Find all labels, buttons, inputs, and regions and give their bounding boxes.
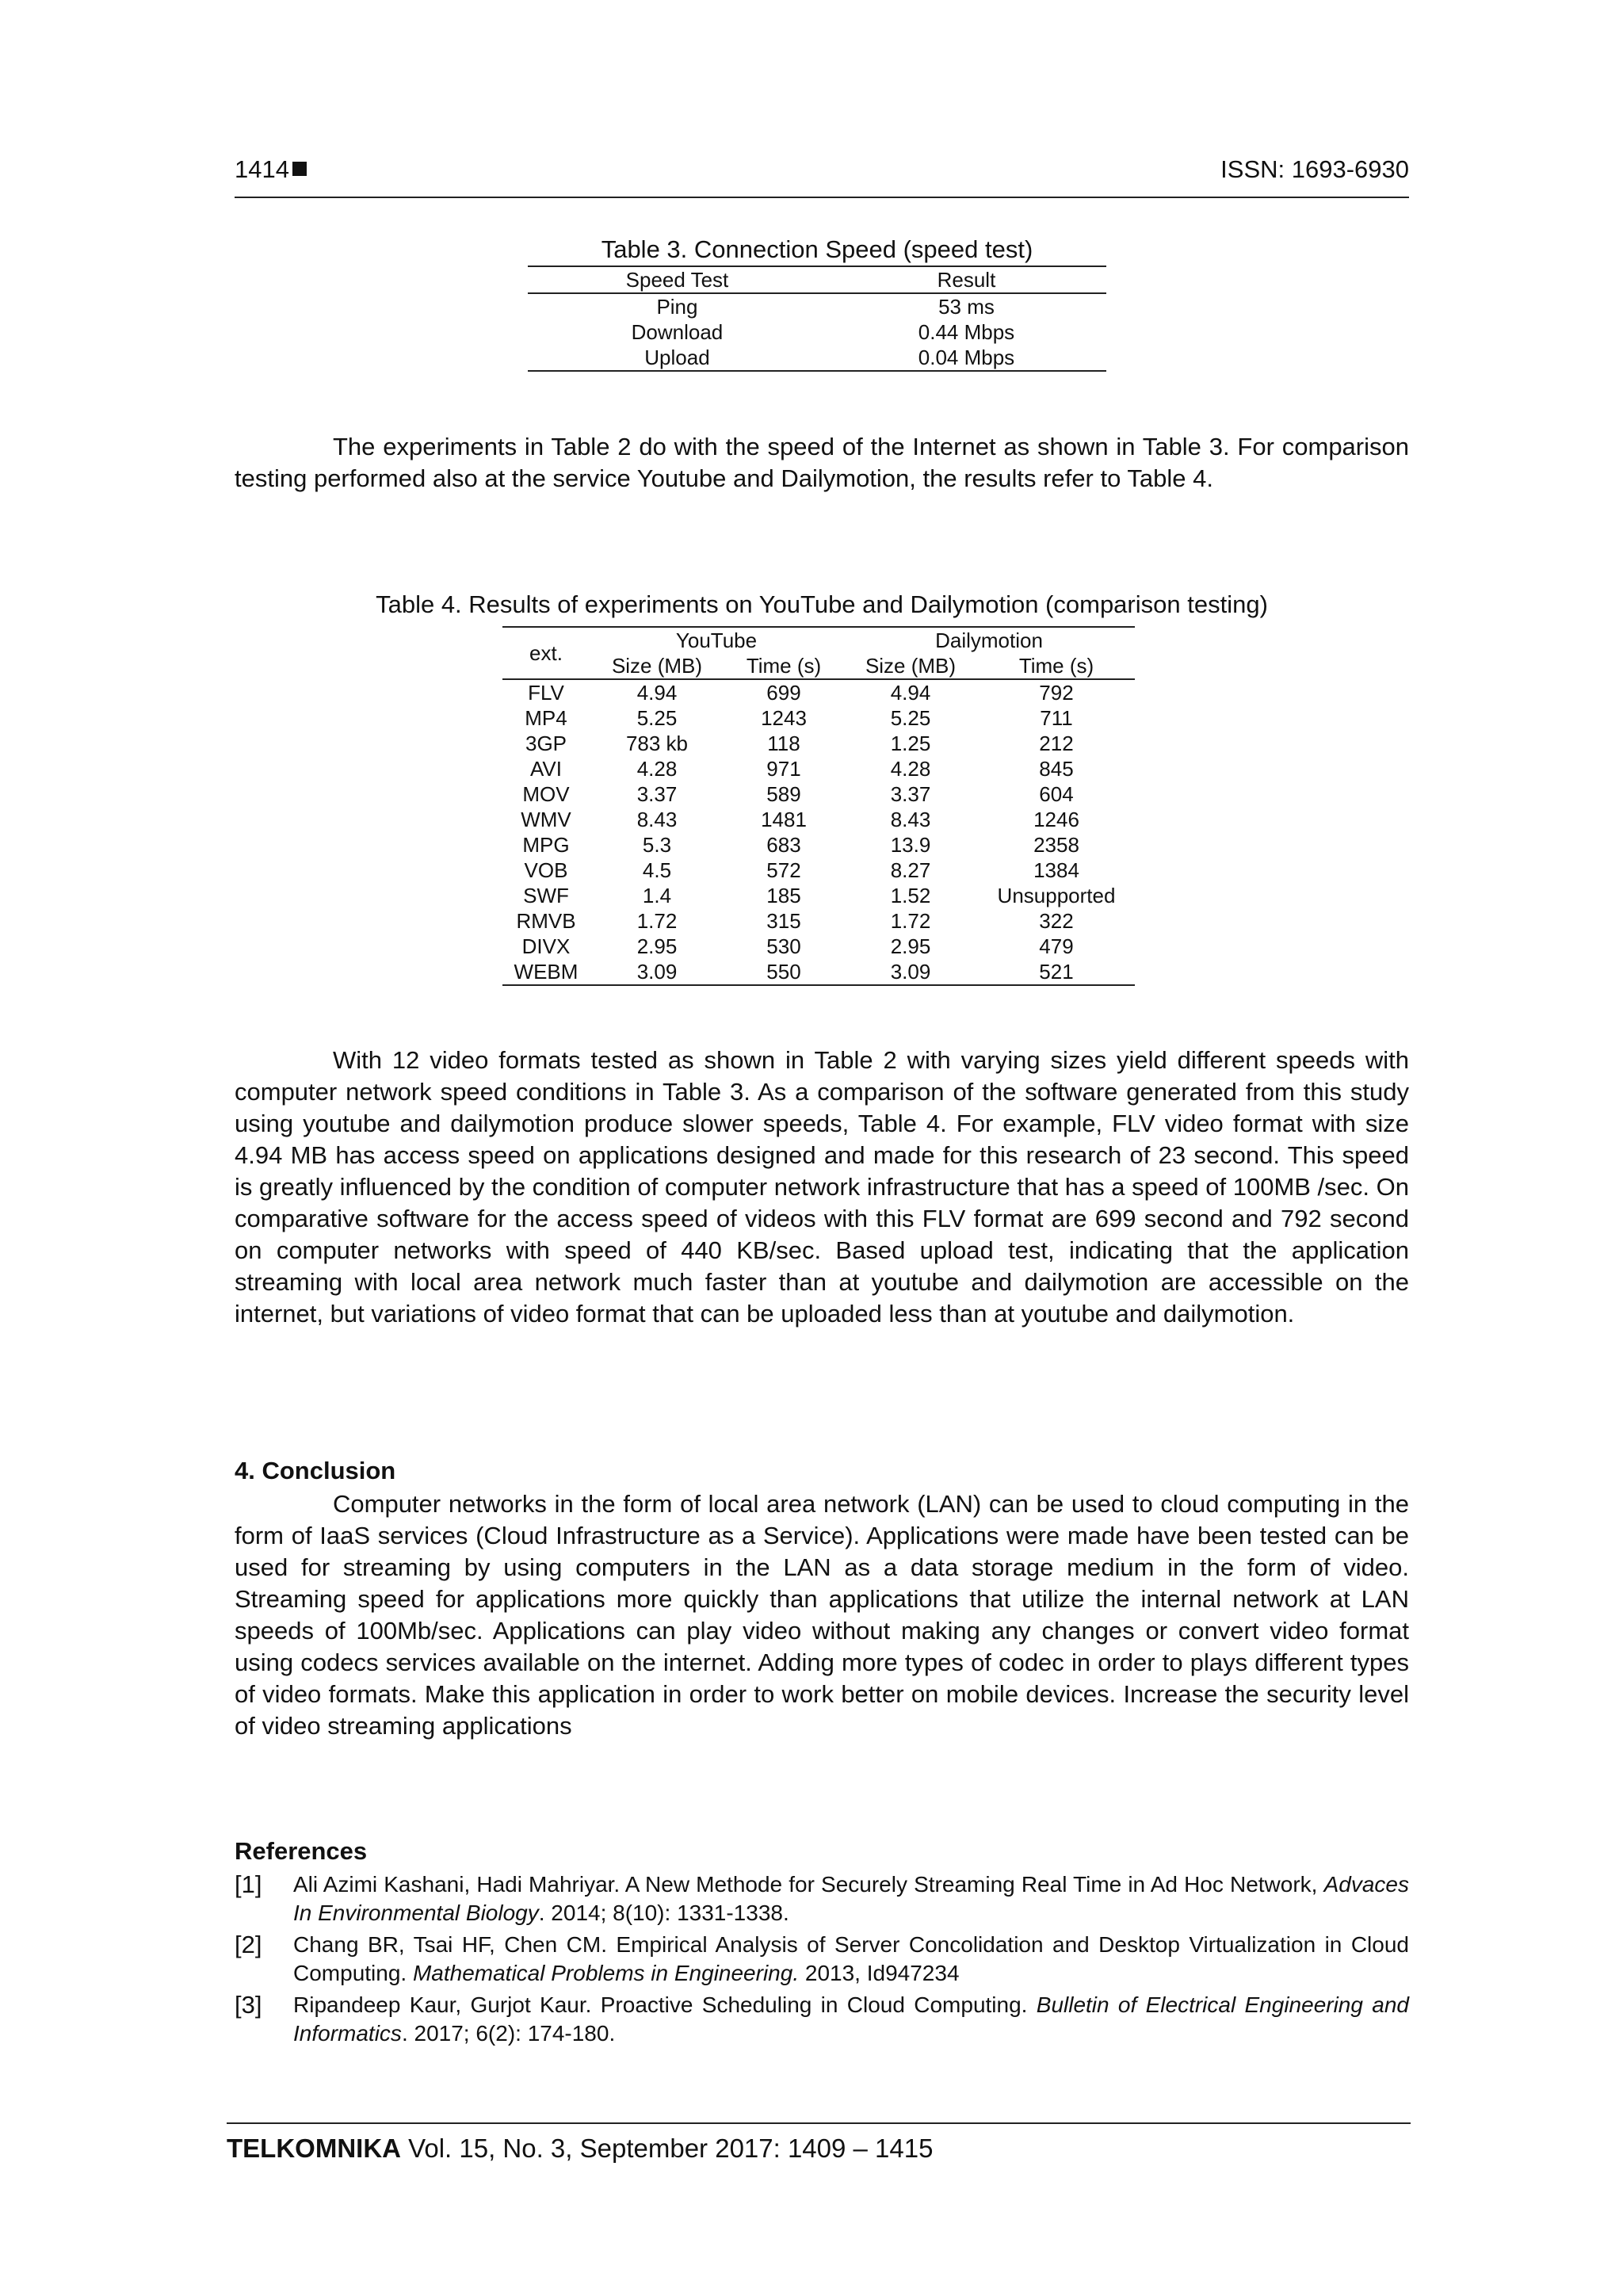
page-number: 1414 xyxy=(235,155,307,184)
table-cell: 1481 xyxy=(761,808,807,831)
table3-header-speed-test: Speed Test xyxy=(528,266,827,293)
table-cell: 3.37 xyxy=(636,782,678,806)
table4-subheader: Time (s) xyxy=(724,653,843,679)
table-cell: 8.27 xyxy=(890,858,931,882)
table-cell: 1384 xyxy=(1033,858,1079,882)
table-cell: 572 xyxy=(766,858,801,882)
table3-header-result: Result xyxy=(827,266,1106,293)
table-cell: Upload xyxy=(644,346,710,369)
table-row xyxy=(502,832,1135,858)
table-row xyxy=(502,908,1135,934)
issn: ISSN: 1693-6930 xyxy=(1220,155,1409,183)
table-cell: 4.28 xyxy=(890,757,931,781)
table-cell: 2.95 xyxy=(636,934,678,958)
table4-subheader: Size (MB) xyxy=(590,653,724,679)
table-cell: 185 xyxy=(766,884,801,907)
table4-subheader: Time (s) xyxy=(978,653,1135,679)
table-cell: 550 xyxy=(766,960,801,984)
page-header xyxy=(235,155,1409,198)
table-cell: VOB xyxy=(524,858,568,882)
table-cell: 1.4 xyxy=(642,884,672,907)
table-cell: 0.44 Mbps xyxy=(918,320,1015,344)
table4-subheader: Size (MB) xyxy=(843,653,978,679)
table-cell: Unsupported xyxy=(997,884,1116,907)
table-cell: WMV xyxy=(521,808,571,831)
table-cell: MP4 xyxy=(525,706,567,730)
table-cell: 792 xyxy=(1039,681,1074,705)
table-cell: 604 xyxy=(1039,782,1074,806)
table-cell: 4.28 xyxy=(636,757,678,781)
table-cell: 2358 xyxy=(1033,833,1079,857)
table-cell: 589 xyxy=(766,782,801,806)
table4 xyxy=(502,626,1135,986)
table-row xyxy=(502,959,1135,985)
table3-caption: Table 3. Connection Speed (speed test) xyxy=(601,235,1033,263)
table-cell: 1246 xyxy=(1033,808,1079,831)
conclusion-text: Computer networks in the form of local area network (LAN) can be used to cloud computing in the form of IaaS services (Cloud Infrastructure as a Service). Applications were made have been tested can be used for streaming by using computers in the LAN as a data storage medium in the form of video. Streaming speed for applications more quickly than applications that utilize the internal network at LAN speeds of 100Mb/sec. Applications can play video without making any changes or convert video format using codecs services available on the internet. Adding more types of codec in order to plays different types of video formats. Make this application in order to work better on mobile devices. Increase the security level of video streaming applications xyxy=(235,1490,1409,1740)
table-cell: AVI xyxy=(530,757,562,781)
table-cell: RMVB xyxy=(516,909,576,933)
table-cell: Ping xyxy=(656,295,698,319)
conclusion-heading: 4. Conclusion xyxy=(235,1457,396,1484)
table-cell: 479 xyxy=(1039,934,1074,958)
table-cell: 783 kb xyxy=(625,732,689,755)
table-cell: 845 xyxy=(1039,757,1074,781)
table4-header-dailymotion: Dailymotion xyxy=(935,628,1043,652)
table-cell: DIVX xyxy=(521,934,571,958)
table-cell: 1.72 xyxy=(890,909,931,933)
table-cell: 5.25 xyxy=(636,706,678,730)
table-cell: 212 xyxy=(1039,732,1074,755)
table-row xyxy=(502,807,1135,832)
table-cell: 13.9 xyxy=(890,833,931,857)
table-cell: 1.25 xyxy=(890,732,931,755)
table-cell: 3.37 xyxy=(890,782,931,806)
table-cell: 8.43 xyxy=(636,808,678,831)
table-cell: 315 xyxy=(766,909,801,933)
references-heading: References xyxy=(235,1837,368,1865)
table-row xyxy=(502,705,1135,731)
table-cell: 683 xyxy=(766,833,801,857)
table4-header-youtube: YouTube xyxy=(675,628,758,652)
table-cell: 521 xyxy=(1039,960,1074,984)
table-row xyxy=(528,319,1106,345)
table-cell: 530 xyxy=(766,934,801,958)
references-list xyxy=(235,1870,1409,2051)
table-cell: 1.52 xyxy=(890,884,931,907)
table-cell: 5.3 xyxy=(642,833,672,857)
paragraph-2: With 12 video formats tested as shown in Table 2 with varying sizes yield different speeds with computer network speed conditions in Table 3. As a comparison of the software generated from this study using youtube and dailymotion produce slower speeds, Table 4. For example, FLV video format with size 4.94 MB has access speed on applications designed and made for this research of 23 second. This speed is greatly influenced by the condition of computer network infrastructure that has a speed of 100MB /sec. On comparative software for the access speed of videos with this FLV format are 699 second and 792 second on computer networks with speed of 440 KB/sec. Based upload test, indicating that the application streaming with local area network much faster than at youtube and dailymotion are accessible on the internet, but variations of video format that can be uploaded less than at youtube and dailymotion. xyxy=(235,1046,1409,1328)
table-row xyxy=(502,883,1135,908)
table4-header-ext: ext. xyxy=(502,627,590,679)
reference-item: [2] Chang BR, Tsai HF, Chen CM. Empirical Analysis of Server Concolidation and Desktop Virtualization in Cloud Computing. Mathematical Problems in Engineering. 2013, Id947234 xyxy=(235,1931,1409,1985)
table-cell: 322 xyxy=(1039,909,1074,933)
table-cell: 971 xyxy=(766,757,801,781)
table-cell: 0.04 Mbps xyxy=(918,346,1015,369)
table-row xyxy=(502,756,1135,781)
reference-item: [1] Ali Azimi Kashani, Hadi Mahriyar. A New Methode for Securely Streaming Real Time in Ad Hoc Network, Advaces In Environmental Biology. 2014; 8(10): 1331-1338. xyxy=(235,1870,1409,1925)
paragraph-1: The experiments in Table 2 do with the speed of the Internet as shown in Table 3. For comparison testing performed also at the service Youtube and Dailymotion, the results refer to Table 4. xyxy=(235,433,1409,492)
table-cell: FLV xyxy=(528,681,564,705)
table-cell: MPG xyxy=(522,833,570,857)
table-cell: MOV xyxy=(522,782,570,806)
table-cell: 4.94 xyxy=(890,681,931,705)
table-cell: 8.43 xyxy=(890,808,931,831)
table-cell: WEBM xyxy=(514,960,579,984)
table4-caption: Table 4. Results of experiments on YouTube and Dailymotion (comparison testing) xyxy=(376,590,1268,618)
issue-info: Vol. 15, No. 3, September 2017: 1409 – 1415 xyxy=(400,2134,934,2163)
table-row xyxy=(502,781,1135,807)
table3 xyxy=(528,266,1106,372)
table-cell: 2.95 xyxy=(890,934,931,958)
table4-body xyxy=(502,679,1135,985)
table-row xyxy=(502,858,1135,883)
table-row xyxy=(502,679,1135,705)
table-row xyxy=(528,345,1106,371)
table-cell: 711 xyxy=(1040,706,1073,730)
table-cell: 699 xyxy=(766,681,801,705)
table-cell: 3.09 xyxy=(636,960,678,984)
table-cell: 4.5 xyxy=(642,858,672,882)
table-cell: 5.25 xyxy=(890,706,931,730)
reference-item: [3] Ripandeep Kaur, Gurjot Kaur. Proactive Scheduling in Cloud Computing. Bulletin of Electrical Engineering and Informatics. 2017; 6(2): 174-180. xyxy=(235,1991,1409,2046)
table-cell: 4.94 xyxy=(636,681,678,705)
table-cell: 1243 xyxy=(761,706,807,730)
square-bullet-icon xyxy=(292,162,307,176)
page-footer xyxy=(227,2122,1411,2164)
table-cell: 3GP xyxy=(525,732,567,755)
table-row xyxy=(528,293,1106,319)
table-cell: 3.09 xyxy=(890,960,931,984)
table-row xyxy=(502,731,1135,756)
table-cell: SWF xyxy=(523,884,569,907)
table-cell: 53 ms xyxy=(938,295,995,319)
table-cell: 118 xyxy=(767,732,800,755)
table-cell: 1.72 xyxy=(636,909,678,933)
table-cell: Download xyxy=(631,320,724,344)
journal-name: TELKOMNIKA xyxy=(227,2134,401,2163)
table-row xyxy=(502,934,1135,959)
